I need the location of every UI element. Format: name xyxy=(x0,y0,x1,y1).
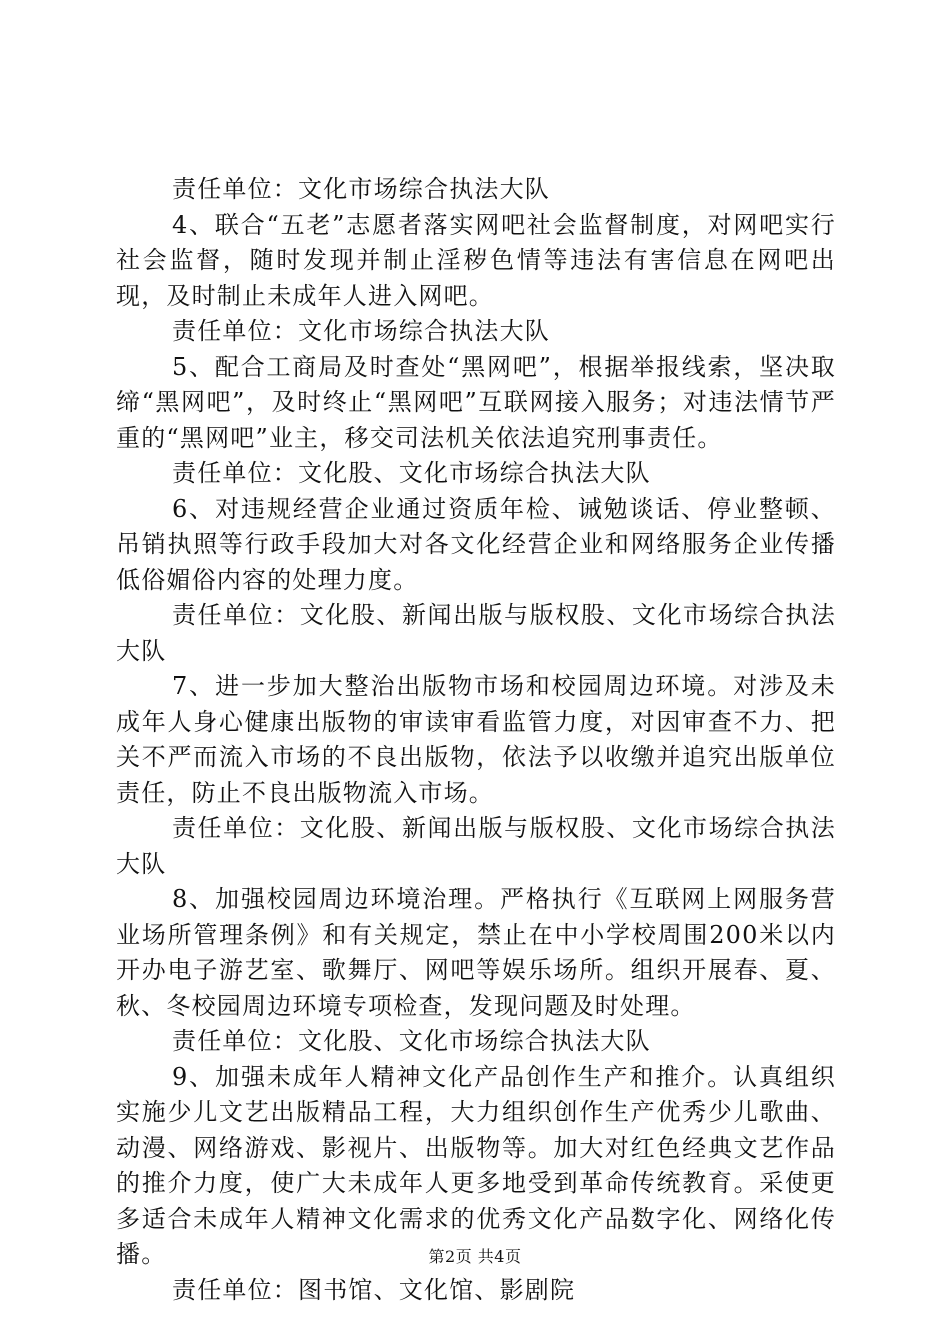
item-8-paragraph: 8、加强校园周边环境治理。严格执行《互联网上网服务营业场所管理条例》和有关规定，禁止在中小学校周围200米以内开办电子游艺室、歌舞厅、网吧等娱乐场所。组织开展春、夏、秋、冬校园周边环境专项检查，发现问题及时处理。 xyxy=(116,885,836,1020)
responsibility-line: 责任单位：文化股、文化市场综合执法大队 xyxy=(172,459,651,487)
item-6-paragraph: 6、对违规经营企业通过资质年检、诫勉谈话、停业整顿、吊销执照等行政手段加大对各文化经营企业和网络服务企业传播低俗媚俗内容的处理力度。 xyxy=(116,494,836,594)
page-number-footer: 第2页 共4页 xyxy=(428,1247,522,1266)
responsibility-line: 责任单位：文化市场综合执法大队 xyxy=(172,175,550,203)
item-4-paragraph: 4、联合“五老”志愿者落实网吧社会监督制度，对网吧实行社会监督，随时发现并制止淫秽色情等违法有害信息在网吧出现，及时制止未成年人进入网吧。 xyxy=(116,210,836,310)
item-5-paragraph: 5、配合工商局及时查处“黑网吧”，根据举报线索，坚决取缔“黑网吧”，及时终止“黑网吧”互联网接入服务；对违法情节严重的“黑网吧”业主，移交司法机关依法追究刑事责任。 xyxy=(116,352,836,452)
responsibility-line: 责任单位：文化股、文化市场综合执法大队 xyxy=(172,1027,651,1055)
responsibility-line: 责任单位：文化市场综合执法大队 xyxy=(172,317,550,345)
item-7-paragraph: 7、进一步加大整治出版物市场和校园周边环境。对涉及未成年人身心健康出版物的审读审看监管力度，对因审查不力、把关不严而流入市场的不良出版物，依法予以收缴并追究出版单位责任，防止不良出版物流入市场。 xyxy=(116,672,836,807)
document-body xyxy=(116,172,836,1308)
responsibility-line: 责任单位：图书馆、文化馆、影剧院 xyxy=(172,1275,576,1304)
item-9-paragraph: 9、加强未成年人精神文化产品创作生产和推介。认真组织实施少儿文艺出版精品工程，大力组织创作生产优秀少儿歌曲、动漫、网络游戏、影视片、出版物等。加大对红色经典文艺作品的推介力度，使广大未成年人更多地受到革命传统教育。采使更多适合未成年人精神文化需求的优秀文化产品数字化、网络化传播。 xyxy=(116,1062,836,1268)
responsibility-line: 责任单位：文化股、新闻出版与版权股、文化市场综合执法大队 xyxy=(116,814,836,878)
responsibility-line: 责任单位：文化股、新闻出版与版权股、文化市场综合执法大队 xyxy=(116,601,836,665)
